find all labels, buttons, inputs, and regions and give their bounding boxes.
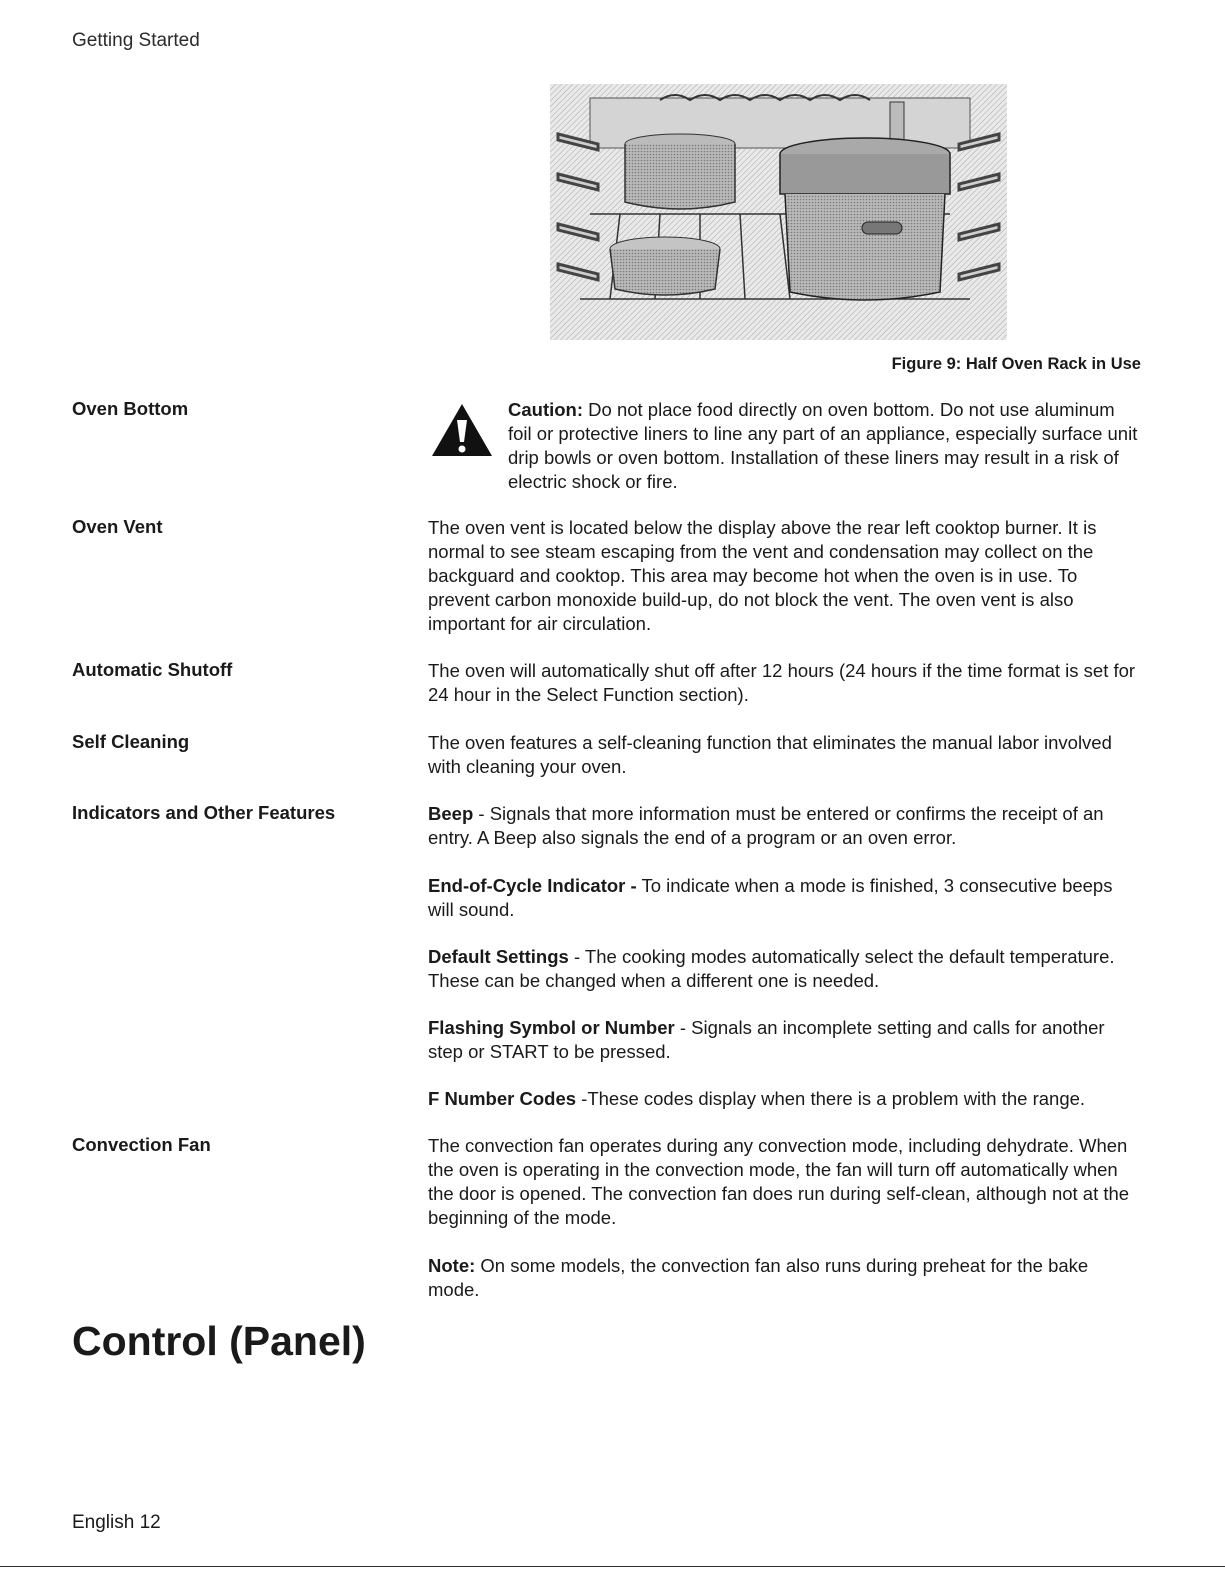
- indicator-item: [428, 945, 1143, 993]
- oven-vent-text: The oven vent is located below the display above the rear left cooktop burner. It is normal to see steam escaping from the vent and condensation may collect on the backguard and cooktop. This area may become hot when the oven is in use. To prevent carbon monoxide build-up, do not block the vent. The oven vent is also important for air circulation.: [428, 517, 1097, 634]
- indicator-term: End-of-Cycle Indicator -: [428, 875, 637, 896]
- indicator-term: Beep: [428, 803, 474, 824]
- warning-triangle-icon: [430, 402, 494, 458]
- heading-oven-vent: Oven Vent: [72, 516, 163, 537]
- note-text: On some models, the convection fan also runs during preheat for the bake mode.: [428, 1255, 1089, 1300]
- indicator-item: [428, 874, 1143, 922]
- oven-rack-illustration: [550, 84, 1007, 340]
- heading-convection-fan: Convection Fan: [72, 1134, 211, 1155]
- note-paragraph: [428, 1254, 1143, 1302]
- caution-paragraph: [508, 398, 1143, 494]
- indicator-item: [428, 1016, 1143, 1064]
- indicator-text: - The cooking modes automatically select the default temperature. These can be changed when a different one is needed.: [428, 946, 1115, 991]
- note-label: Note:: [428, 1255, 476, 1276]
- caution-text: Do not place food directly on oven bottom. Do not use aluminum foil or protective liners to line any part of an appliance, especially surface unit drip bowls or oven bottom. Installation of these liners may result in a risk of electric shock or fire.: [508, 399, 1138, 492]
- indicator-text: - Signals an incomplete setting and calls for another step or START to be pressed.: [428, 1017, 1105, 1062]
- figure-caption: Figure 9: Half Oven Rack in Use: [891, 355, 1141, 373]
- indicator-term: Flashing Symbol or Number: [428, 1017, 675, 1038]
- caution-label: Caution:: [508, 399, 584, 420]
- automatic-shutoff-text: The oven will automatically shut off after 12 hours (24 hours if the time format is set for 24 hour in the Select Function section).: [428, 660, 1136, 705]
- heading-automatic-shutoff: Automatic Shutoff: [72, 659, 233, 680]
- indicator-text: - Signals that more information must be entered or confirms the receipt of an entry. A Beep also signals the end of a program or an oven error.: [428, 803, 1104, 848]
- heading-oven-bottom: Oven Bottom: [72, 398, 189, 419]
- indicator-text: -These codes display when there is a problem with the range.: [576, 1088, 1086, 1109]
- self-cleaning-text: The oven features a self-cleaning function that eliminates the manual labor involved with cleaning your oven.: [428, 732, 1112, 777]
- indicator-term: F Number Codes: [428, 1088, 577, 1109]
- bottom-rule: [0, 1566, 1225, 1567]
- indicator-item: [428, 1087, 1143, 1111]
- indicator-term: Default Settings: [428, 946, 569, 967]
- indicator-item: [428, 802, 1143, 850]
- page-header: Getting Started: [72, 30, 200, 51]
- section-title: Control (Panel): [72, 1318, 366, 1364]
- heading-self-cleaning: Self Cleaning: [72, 731, 190, 752]
- heading-indicators: Indicators and Other Features: [72, 802, 336, 823]
- convection-fan-text: The convection fan operates during any convection mode, including dehydrate. When the oven is operating in the convection mode, the fan will turn off automatically when the door is opened. The convection fan does run during self-clean, although not at the beginning of the mode.: [428, 1135, 1130, 1228]
- page-footer: English 12: [72, 1512, 161, 1533]
- indicator-text: To indicate when a mode is finished, 3 consecutive beeps will sound.: [428, 875, 1113, 920]
